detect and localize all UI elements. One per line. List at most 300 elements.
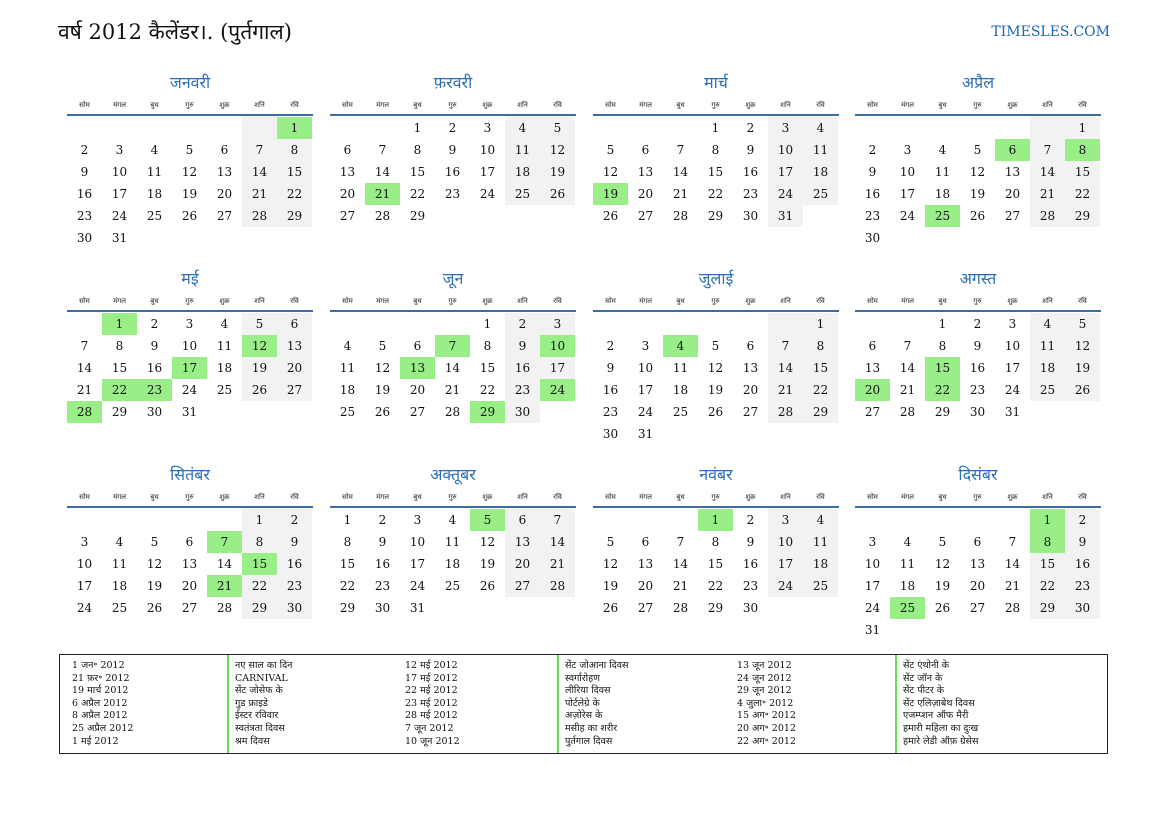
holiday-name: हमारे लेडी ऑफ़ ग्रेसेस	[903, 735, 979, 747]
empty-day-cell	[207, 509, 242, 531]
weekday-label: गुरु	[973, 493, 982, 501]
day-cell: 31	[637, 427, 654, 441]
month-block	[593, 264, 839, 445]
weekday-label: गुरु	[711, 297, 720, 305]
holiday-date: 28 मई 2012	[405, 710, 458, 722]
day-cell: 26	[374, 405, 391, 419]
day-cell: 24	[181, 383, 198, 397]
month-rule	[330, 310, 576, 312]
day-cell: 20	[181, 579, 198, 593]
month-block	[67, 68, 313, 249]
day-cell: 16	[374, 557, 391, 571]
day-cell: 6	[185, 535, 194, 549]
day-cell: 21	[207, 575, 242, 597]
day-cell: 5	[150, 535, 159, 549]
holiday-name: एजम्प्शन ऑफ मैरी	[903, 710, 969, 722]
day-cell: 24	[540, 379, 575, 401]
holiday-name: सेंट जोसेफ के	[235, 685, 283, 697]
day-grid	[855, 509, 1101, 641]
day-cell: 8	[1030, 531, 1065, 553]
day-cell: 1	[343, 513, 352, 527]
day-cell: 26	[242, 379, 277, 401]
day-cell: 26	[181, 209, 198, 223]
day-cell: 4	[505, 117, 540, 139]
month-rule	[67, 114, 313, 116]
day-cell: 15	[479, 361, 496, 375]
day-cell: 19	[374, 383, 391, 397]
day-cell: 19	[181, 187, 198, 201]
day-cell: 21	[1004, 579, 1021, 593]
day-cell: 11	[339, 361, 356, 375]
weekday-label: बुध	[938, 493, 947, 501]
empty-day-cell	[593, 509, 628, 531]
day-cell: 9	[80, 165, 89, 179]
day-cell: 14	[444, 361, 461, 375]
day-grid	[593, 117, 839, 227]
weekday-label: शुक्र	[482, 297, 493, 305]
day-cell: 7	[435, 335, 470, 357]
day-cell: 9	[746, 143, 755, 157]
day-cell: 26	[602, 601, 619, 615]
weekday-label: बुध	[938, 297, 947, 305]
day-cell: 18	[216, 361, 233, 375]
weekday-label: सोम	[867, 101, 878, 109]
day-cell: 14	[672, 165, 689, 179]
empty-day-cell	[960, 509, 995, 531]
day-cell: 17	[540, 357, 575, 379]
day-cell: 1	[102, 313, 137, 335]
day-cell: 2	[378, 513, 387, 527]
day-cell: 5	[540, 117, 575, 139]
empty-day-cell	[925, 509, 960, 531]
holiday-date: 29 जून 2012	[737, 685, 792, 697]
weekday-label: सोम	[605, 493, 616, 501]
day-cell: 24	[864, 601, 881, 615]
holiday-date: 7 जून 2012	[405, 722, 454, 734]
day-cell: 24	[768, 575, 803, 597]
weekday-label: बुध	[676, 493, 685, 501]
empty-day-cell	[242, 117, 277, 139]
day-cell: 13	[1004, 165, 1021, 179]
month-name: दिसंबर	[958, 465, 998, 484]
day-cell: 13	[969, 557, 986, 571]
day-cell: 17	[409, 557, 426, 571]
day-cell: 8	[483, 339, 492, 353]
day-cell: 17	[1004, 361, 1021, 375]
day-cell: 7	[378, 143, 387, 157]
day-cell: 18	[803, 553, 838, 575]
day-cell: 26	[707, 405, 724, 419]
day-cell: 12	[374, 361, 391, 375]
weekday-label: शुक्र	[745, 101, 756, 109]
day-cell: 13	[277, 335, 312, 357]
month-block	[593, 460, 839, 619]
weekday-label: सोम	[79, 297, 90, 305]
day-cell: 18	[934, 187, 951, 201]
day-cell: 23	[374, 579, 391, 593]
day-cell: 28	[216, 601, 233, 615]
weekday-label: शनि	[517, 101, 528, 109]
weekday-label: शनि	[1042, 101, 1053, 109]
day-cell: 4	[903, 535, 912, 549]
day-cell: 23	[602, 405, 619, 419]
weekday-label: शनि	[780, 297, 791, 305]
day-cell: 11	[444, 535, 461, 549]
day-cell: 20	[505, 553, 540, 575]
weekday-label: शनि	[254, 493, 265, 501]
day-cell: 1	[803, 313, 838, 335]
day-cell: 29	[1030, 597, 1065, 619]
weekday-label: गुरु	[448, 297, 457, 305]
weekday-label: मंगल	[113, 493, 126, 501]
day-cell: 25	[505, 183, 540, 205]
day-cell: 19	[540, 161, 575, 183]
weekday-label: रवि	[290, 101, 299, 109]
empty-day-cell	[855, 313, 890, 335]
day-cell: 31	[864, 623, 881, 637]
weekday-label: शुक्र	[219, 297, 230, 305]
weekday-label: गुरु	[973, 297, 982, 305]
day-cell: 16	[76, 187, 93, 201]
day-cell: 23	[864, 209, 881, 223]
day-cell: 30	[969, 405, 986, 419]
weekday-label: सोम	[342, 101, 353, 109]
day-cell: 18	[505, 161, 540, 183]
day-cell: 20	[409, 383, 426, 397]
weekday-label: रवि	[816, 493, 825, 501]
day-cell: 2	[505, 313, 540, 335]
day-cell: 8	[413, 143, 422, 157]
day-cell: 10	[1004, 339, 1021, 353]
month-block	[330, 460, 576, 619]
month-name: जुलाई	[698, 269, 734, 288]
month-name: नवंबर	[699, 465, 733, 484]
day-cell: 29	[339, 601, 356, 615]
day-cell: 8	[711, 535, 720, 549]
day-cell: 23	[76, 209, 93, 223]
holiday-dates-col-1	[60, 655, 227, 753]
day-cell: 5	[938, 535, 947, 549]
day-cell: 22	[102, 379, 137, 401]
day-cell: 12	[602, 165, 619, 179]
day-cell: 21	[1030, 183, 1065, 205]
day-cell: 27	[1004, 209, 1021, 223]
weekday-label: रवि	[290, 493, 299, 501]
empty-day-cell	[137, 117, 172, 139]
day-cell: 18	[111, 579, 128, 593]
page-title: वर्ष 2012 कैलेंडर।. (पुर्तगाल)	[58, 20, 292, 44]
day-cell: 22	[479, 383, 496, 397]
day-cell: 15	[242, 553, 277, 575]
day-grid	[855, 313, 1101, 423]
day-cell: 4	[343, 339, 352, 353]
day-cell: 25	[925, 205, 960, 227]
empty-day-cell	[960, 117, 995, 139]
empty-day-cell	[628, 313, 663, 335]
day-cell: 10	[637, 361, 654, 375]
day-cell: 30	[742, 209, 759, 223]
day-cell: 22	[277, 183, 312, 205]
empty-day-cell	[102, 509, 137, 531]
month-block	[855, 68, 1101, 249]
day-cell: 6	[868, 339, 877, 353]
day-cell: 1	[1065, 117, 1100, 139]
day-cell: 17	[76, 579, 93, 593]
day-cell: 26	[146, 601, 163, 615]
day-cell: 9	[505, 335, 540, 357]
day-cell: 1	[242, 509, 277, 531]
holiday-date: 12 मई 2012	[405, 660, 458, 671]
holiday-names-col-2	[557, 655, 725, 753]
day-cell: 26	[969, 209, 986, 223]
day-cell: 6	[641, 143, 650, 157]
weekday-header	[330, 490, 576, 506]
empty-day-cell	[137, 509, 172, 531]
day-cell: 13	[637, 165, 654, 179]
empty-day-cell	[593, 313, 628, 335]
month-rule	[593, 310, 839, 312]
day-cell: 15	[339, 557, 356, 571]
day-cell: 24	[899, 209, 916, 223]
day-cell: 2	[868, 143, 877, 157]
day-cell: 2	[448, 121, 457, 135]
day-cell: 24	[111, 209, 128, 223]
day-cell: 25	[803, 183, 838, 205]
holiday-name: सेंट पीटर के	[903, 685, 945, 697]
day-cell: 16	[742, 557, 759, 571]
day-cell: 29	[242, 597, 277, 619]
weekday-label: शुक्र	[219, 493, 230, 501]
day-cell: 16	[505, 357, 540, 379]
weekday-label: रवि	[553, 297, 562, 305]
day-cell: 30	[864, 231, 881, 245]
day-cell: 11	[803, 531, 838, 553]
day-cell: 29	[707, 209, 724, 223]
day-cell: 17	[899, 187, 916, 201]
holiday-name: हमारी महिला का दुःख	[903, 722, 979, 734]
day-cell: 31	[1004, 405, 1021, 419]
day-cell: 29	[470, 401, 505, 423]
day-cell: 5	[470, 509, 505, 531]
day-cell: 2	[277, 509, 312, 531]
day-cell: 26	[602, 209, 619, 223]
weekday-label: मंगल	[113, 297, 126, 305]
weekday-label: शनि	[1042, 493, 1053, 501]
weekday-header	[330, 98, 576, 114]
day-cell: 23	[444, 187, 461, 201]
empty-day-cell	[628, 509, 663, 531]
month-block	[67, 460, 313, 619]
day-cell: 21	[672, 579, 689, 593]
day-cell: 29	[111, 405, 128, 419]
day-cell: 12	[146, 557, 163, 571]
day-cell: 15	[707, 165, 724, 179]
day-grid	[67, 509, 313, 619]
empty-day-cell	[890, 313, 925, 335]
day-cell: 12	[479, 535, 496, 549]
empty-day-cell	[207, 117, 242, 139]
day-cell: 3	[1008, 317, 1017, 331]
day-grid	[593, 313, 839, 445]
day-cell: 4	[803, 509, 838, 531]
day-cell: 24	[637, 405, 654, 419]
day-cell: 18	[803, 161, 838, 183]
day-cell: 6	[413, 339, 422, 353]
day-cell: 19	[146, 579, 163, 593]
day-cell: 24	[479, 187, 496, 201]
day-cell: 15	[707, 557, 724, 571]
day-cell: 1	[1030, 509, 1065, 531]
day-grid	[593, 509, 839, 619]
weekday-label: शुक्र	[745, 493, 756, 501]
day-cell: 25	[803, 575, 838, 597]
day-cell: 1	[698, 509, 733, 531]
weekday-label: मंगल	[901, 493, 914, 501]
day-cell: 13	[742, 361, 759, 375]
day-cell: 22	[409, 187, 426, 201]
empty-day-cell	[733, 313, 768, 335]
empty-day-cell	[855, 509, 890, 531]
day-cell: 19	[934, 579, 951, 593]
day-cell: 2	[1065, 509, 1100, 531]
weekday-label: शुक्र	[745, 297, 756, 305]
day-cell: 8	[1065, 139, 1100, 161]
day-cell: 6	[995, 139, 1030, 161]
day-cell: 24	[1004, 383, 1021, 397]
day-cell: 21	[768, 379, 803, 401]
day-cell: 25	[890, 597, 925, 619]
day-cell: 30	[742, 601, 759, 615]
day-cell: 10	[76, 557, 93, 571]
day-cell: 4	[220, 317, 229, 331]
day-cell: 17	[864, 579, 881, 593]
month-rule	[855, 114, 1101, 116]
day-cell: 7	[242, 139, 277, 161]
month-rule	[593, 506, 839, 508]
weekday-label: बुध	[150, 101, 159, 109]
day-cell: 19	[479, 557, 496, 571]
weekday-label: सोम	[867, 297, 878, 305]
day-cell: 28	[67, 401, 102, 423]
day-cell: 9	[277, 531, 312, 553]
day-cell: 21	[899, 383, 916, 397]
day-cell: 26	[934, 601, 951, 615]
day-cell: 9	[868, 165, 877, 179]
day-cell: 5	[242, 313, 277, 335]
day-cell: 20	[637, 187, 654, 201]
day-cell: 27	[505, 575, 540, 597]
empty-day-cell	[330, 117, 365, 139]
weekday-label: शनि	[780, 493, 791, 501]
empty-day-cell	[890, 117, 925, 139]
day-cell: 6	[343, 143, 352, 157]
day-cell: 15	[111, 361, 128, 375]
empty-day-cell	[172, 117, 207, 139]
holiday-name: नए साल का दिन	[235, 660, 293, 671]
day-cell: 31	[409, 601, 426, 615]
holiday-date: 10 जून 2012	[405, 735, 460, 747]
day-cell: 20	[216, 187, 233, 201]
day-cell: 8	[115, 339, 124, 353]
holiday-date: 8 अप्रैल 2012	[72, 710, 128, 722]
day-cell: 22	[1065, 183, 1100, 205]
day-cell: 8	[803, 335, 838, 357]
weekday-header	[855, 294, 1101, 310]
day-cell: 12	[969, 165, 986, 179]
day-cell: 12	[242, 335, 277, 357]
day-cell: 15	[409, 165, 426, 179]
holiday-name: मसीह का शरीर	[565, 722, 618, 734]
day-cell: 27	[637, 601, 654, 615]
holiday-name: सेंट जॉन के	[903, 672, 943, 684]
day-cell: 22	[1030, 575, 1065, 597]
day-cell: 2	[973, 317, 982, 331]
weekday-label: सोम	[79, 493, 90, 501]
day-cell: 18	[146, 187, 163, 201]
day-cell: 6	[220, 143, 229, 157]
day-cell: 3	[868, 535, 877, 549]
day-cell: 14	[899, 361, 916, 375]
weekday-header	[67, 294, 313, 310]
day-cell: 27	[181, 601, 198, 615]
day-cell: 3	[641, 339, 650, 353]
day-cell: 6	[973, 535, 982, 549]
weekday-label: बुध	[676, 101, 685, 109]
day-cell: 20	[1004, 187, 1021, 201]
day-cell: 7	[1030, 139, 1065, 161]
holiday-name: पोर्टलेग्रे के	[565, 697, 600, 709]
day-cell: 8	[343, 535, 352, 549]
day-cell: 25	[111, 601, 128, 615]
empty-day-cell	[365, 117, 400, 139]
site-link[interactable]: TIMESLES.COM	[991, 24, 1110, 40]
month-block	[330, 68, 576, 227]
empty-day-cell	[1030, 117, 1065, 139]
month-rule	[67, 506, 313, 508]
day-cell: 1	[483, 317, 492, 331]
empty-day-cell	[995, 117, 1030, 139]
weekday-label: गुरु	[711, 101, 720, 109]
weekday-label: बुध	[150, 297, 159, 305]
day-cell: 10	[864, 557, 881, 571]
month-name: जनवरी	[169, 73, 211, 92]
holiday-name: सेंट जोआना दिवस	[565, 660, 629, 671]
weekday-label: गुरु	[448, 101, 457, 109]
holiday-name: लीरिया दिवस	[565, 685, 611, 697]
day-cell: 28	[540, 575, 575, 597]
empty-day-cell	[172, 509, 207, 531]
day-cell: 18	[899, 579, 916, 593]
weekday-header	[67, 490, 313, 506]
weekday-label: शुक्र	[1007, 493, 1018, 501]
month-rule	[855, 506, 1101, 508]
day-cell: 4	[150, 143, 159, 157]
day-cell: 4	[803, 117, 838, 139]
day-cell: 20	[855, 379, 890, 401]
day-cell: 7	[540, 509, 575, 531]
month-block	[67, 264, 313, 423]
weekday-label: मंगल	[376, 101, 389, 109]
day-cell: 7	[676, 143, 685, 157]
day-cell: 21	[76, 383, 93, 397]
day-cell: 4	[115, 535, 124, 549]
day-cell: 8	[277, 139, 312, 161]
day-cell: 23	[277, 575, 312, 597]
day-cell: 8	[938, 339, 947, 353]
day-cell: 28	[1004, 601, 1021, 615]
day-cell: 29	[277, 205, 312, 227]
weekday-label: शुक्र	[1007, 101, 1018, 109]
